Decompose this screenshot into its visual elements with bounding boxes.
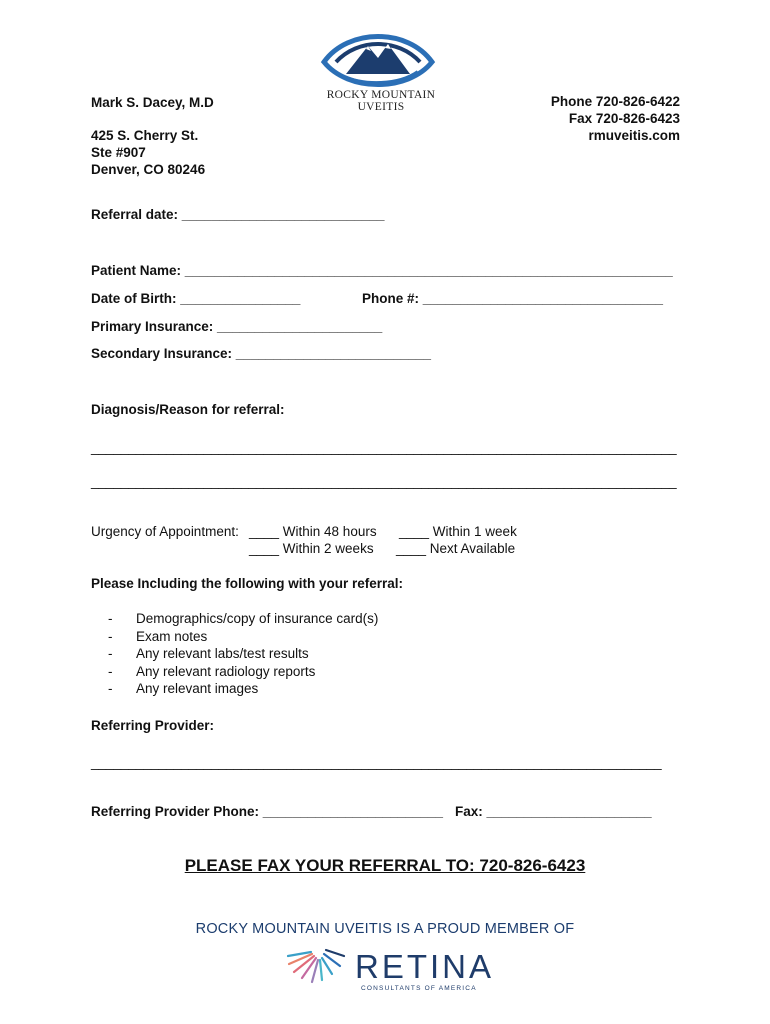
- referring-provider-fax-field[interactable]: Fax: ______________________: [455, 804, 652, 819]
- phone-number: Phone 720-826-6422: [550, 94, 680, 109]
- referring-provider-phone-field[interactable]: Referring Provider Phone: ________________________: [91, 804, 443, 819]
- secondary-insurance-field[interactable]: Secondary Insurance: __________________________: [91, 346, 432, 361]
- diagnosis-line-2[interactable]: ______________________________________________________________________________: [91, 474, 677, 489]
- fax-referral-instruction: PLEASE FAX YOUR REFERRAL TO: 720-826-6423: [184, 856, 586, 875]
- address-line-1: 425 S. Cherry St.: [91, 128, 199, 143]
- doctor-name: Mark S. Dacey, M.D: [91, 95, 214, 110]
- member-statement: ROCKY MOUNTAIN UVEITIS IS A PROUD MEMBER OF: [195, 921, 575, 937]
- referral-date-field[interactable]: Referral date: ___________________________: [91, 207, 385, 222]
- retina-fan-icon: [286, 944, 346, 994]
- list-item: - Any relevant labs/test results: [108, 646, 309, 661]
- address-block: [91, 127, 205, 178]
- eye-mountain-icon: [318, 22, 438, 94]
- diagnosis-label: Diagnosis/Reason for referral:: [91, 402, 285, 417]
- website-link: rmuveitis.com: [588, 128, 680, 143]
- list-item: - Any relevant images: [108, 681, 259, 696]
- include-label: Please Including the following with your referral:: [91, 576, 404, 591]
- diagnosis-line-1[interactable]: ______________________________________________________________________________: [91, 440, 677, 455]
- urgency-next-available[interactable]: ____ Next Available: [396, 541, 516, 556]
- referring-provider-label: Referring Provider:: [91, 718, 215, 733]
- list-item: - Any relevant radiology reports: [108, 663, 316, 679]
- list-item: - Exam notes: [108, 628, 208, 644]
- referring-provider-line[interactable]: ____________________________________________________________________________: [91, 755, 662, 770]
- patient-name-field[interactable]: Patient Name: _________________________________________________________________: [91, 263, 673, 278]
- retina-consultants-logo: [286, 944, 346, 994]
- urgency-within-1-week[interactable]: ____ Within 1 week: [399, 524, 517, 539]
- include-list: [108, 610, 378, 698]
- fax-number: Fax 720-826-6423: [568, 111, 680, 126]
- list-item: - Demographics/copy of insurance card(s): [108, 611, 379, 626]
- address-line-3: Denver, CO 80246: [91, 162, 206, 177]
- urgency-within-48-hours[interactable]: ____ Within 48 hours: [249, 524, 377, 539]
- urgency-within-2-weeks[interactable]: ____ Within 2 weeks: [249, 541, 374, 556]
- logo-text: ROCKY MOUNTAIN UVEITIS: [326, 89, 436, 113]
- rocky-mountain-uveitis-logo: [318, 22, 438, 94]
- address-line-2: Ste #907: [91, 145, 146, 160]
- urgency-label: Urgency of Appointment:: [91, 524, 239, 539]
- patient-phone-field[interactable]: Phone #: ________________________________: [362, 291, 664, 306]
- contact-block: [551, 93, 680, 144]
- primary-insurance-field[interactable]: Primary Insurance: ______________________: [91, 319, 383, 334]
- retina-wordmark: RETINA: [355, 948, 495, 985]
- date-of-birth-field[interactable]: Date of Birth: ________________: [91, 291, 301, 306]
- retina-subtitle: CONSULTANTS OF AMERICA: [361, 985, 477, 992]
